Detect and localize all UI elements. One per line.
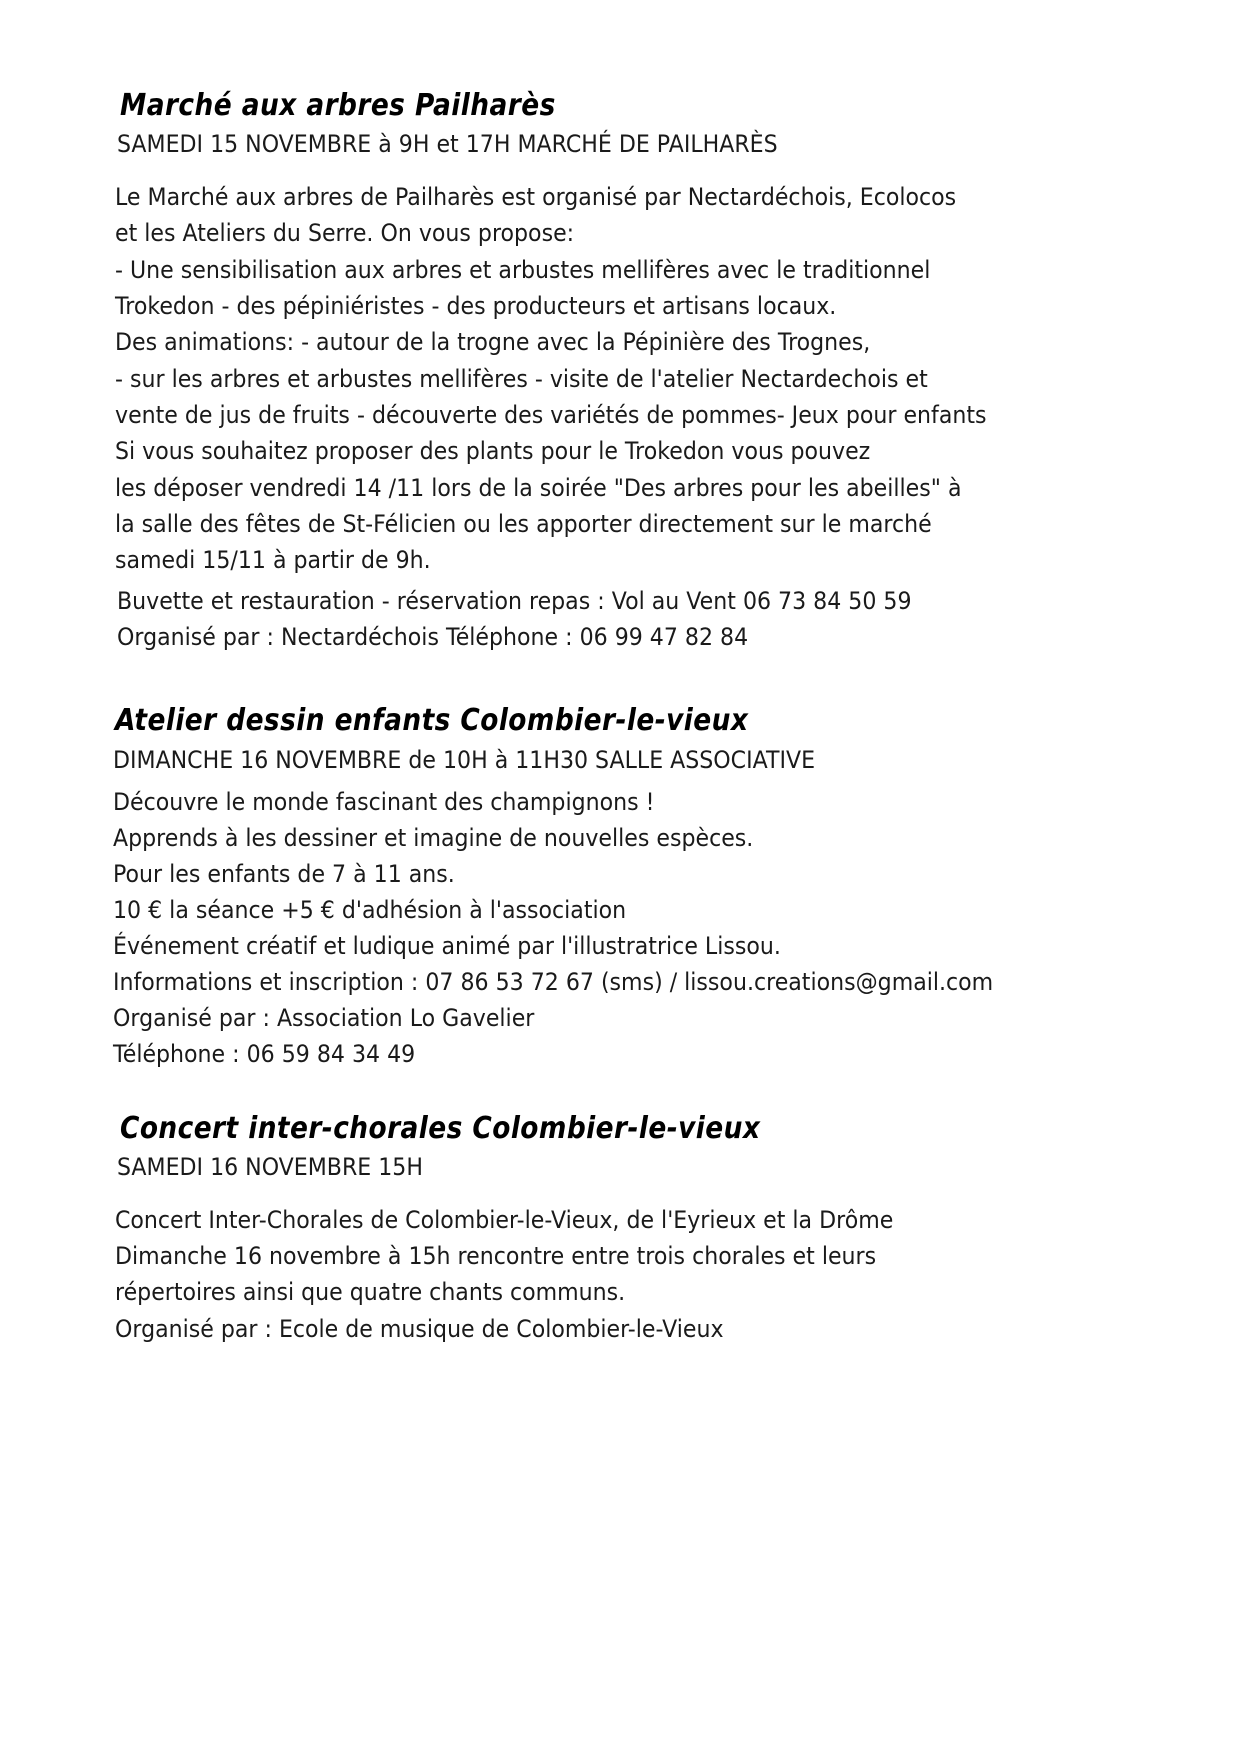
event-organizer: Organisé par : Association Lo Gavelier: [113, 1004, 535, 1032]
event-body-line: Des animations: - autour de la trogne avec la Pépinière des Trognes,: [115, 328, 871, 356]
event-body-line: et les Ateliers du Serre. On vous propose:: [115, 219, 575, 247]
event-body-line: Concert Inter-Chorales de Colombier-le-Vieux, de l'Eyrieux et la Drôme: [115, 1206, 894, 1234]
event-body-line: Événement créatif et ludique animé par l'illustratrice Lissou.: [113, 932, 781, 960]
event-organizer: Organisé par : Nectardéchois Téléphone : 06 99 47 82 84: [117, 623, 749, 651]
event-body-line: Trokedon - des pépiniéristes - des producteurs et artisans locaux.: [115, 292, 837, 320]
event-body-line: - Une sensibilisation aux arbres et arbustes mellifères avec le traditionnel: [115, 256, 931, 284]
event-body-line: Dimanche 16 novembre à 15h rencontre entre trois chorales et leurs: [115, 1242, 877, 1270]
event-title: Concert inter-chorales Colombier-le-vieux: [120, 1111, 761, 1146]
event-body-line: répertoires ainsi que quatre chants communs.: [115, 1278, 626, 1306]
event-date-location: SAMEDI 15 NOVEMBRE à 9H et 17H MARCHÉ DE PAILHARÈS: [117, 130, 778, 158]
event-body-line: Pour les enfants de 7 à 11 ans.: [113, 860, 455, 888]
event-organizer: Organisé par : Ecole de musique de Colombier-le-Vieux: [115, 1315, 724, 1343]
event-body-line: Si vous souhaitez proposer des plants pour le Trokedon vous pouvez: [115, 437, 871, 465]
event-contact: Informations et inscription : 07 86 53 72 67 (sms) / lissou.creations@gmail.com: [113, 968, 994, 996]
event-date-location: DIMANCHE 16 NOVEMBRE de 10H à 11H30 SALLE ASSOCIATIVE: [113, 746, 816, 774]
event-date-location: SAMEDI 16 NOVEMBRE 15H: [117, 1153, 423, 1181]
event-body-line: Le Marché aux arbres de Pailharès est organisé par Nectardéchois, Ecolocos: [115, 183, 957, 211]
event-title: Marché aux arbres Pailharès: [120, 88, 556, 123]
event-body-line: les déposer vendredi 14 /11 lors de la soirée "Des arbres pour les abeilles" à: [115, 474, 962, 502]
event-body-line: samedi 15/11 à partir de 9h.: [115, 546, 431, 574]
event-body-line: Découvre le monde fascinant des champignons !: [113, 788, 655, 816]
event-body-line: la salle des fêtes de St-Félicien ou les apporter directement sur le marché: [115, 510, 932, 538]
event-body-line: vente de jus de fruits - découverte des variétés de pommes- Jeux pour enfants: [115, 401, 987, 429]
event-body-line: Apprends à les dessiner et imagine de nouvelles espèces.: [113, 824, 754, 852]
event-body-line: - sur les arbres et arbustes mellifères - visite de l'atelier Nectardechois et: [115, 365, 928, 393]
event-title: Atelier dessin enfants Colombier-le-vieux: [115, 703, 749, 738]
event-phone: Téléphone : 06 59 84 34 49: [113, 1040, 416, 1068]
event-refreshments: Buvette et restauration - réservation repas : Vol au Vent 06 73 84 50 59: [117, 587, 912, 615]
event-body-line: 10 € la séance +5 € d'adhésion à l'association: [113, 896, 627, 924]
